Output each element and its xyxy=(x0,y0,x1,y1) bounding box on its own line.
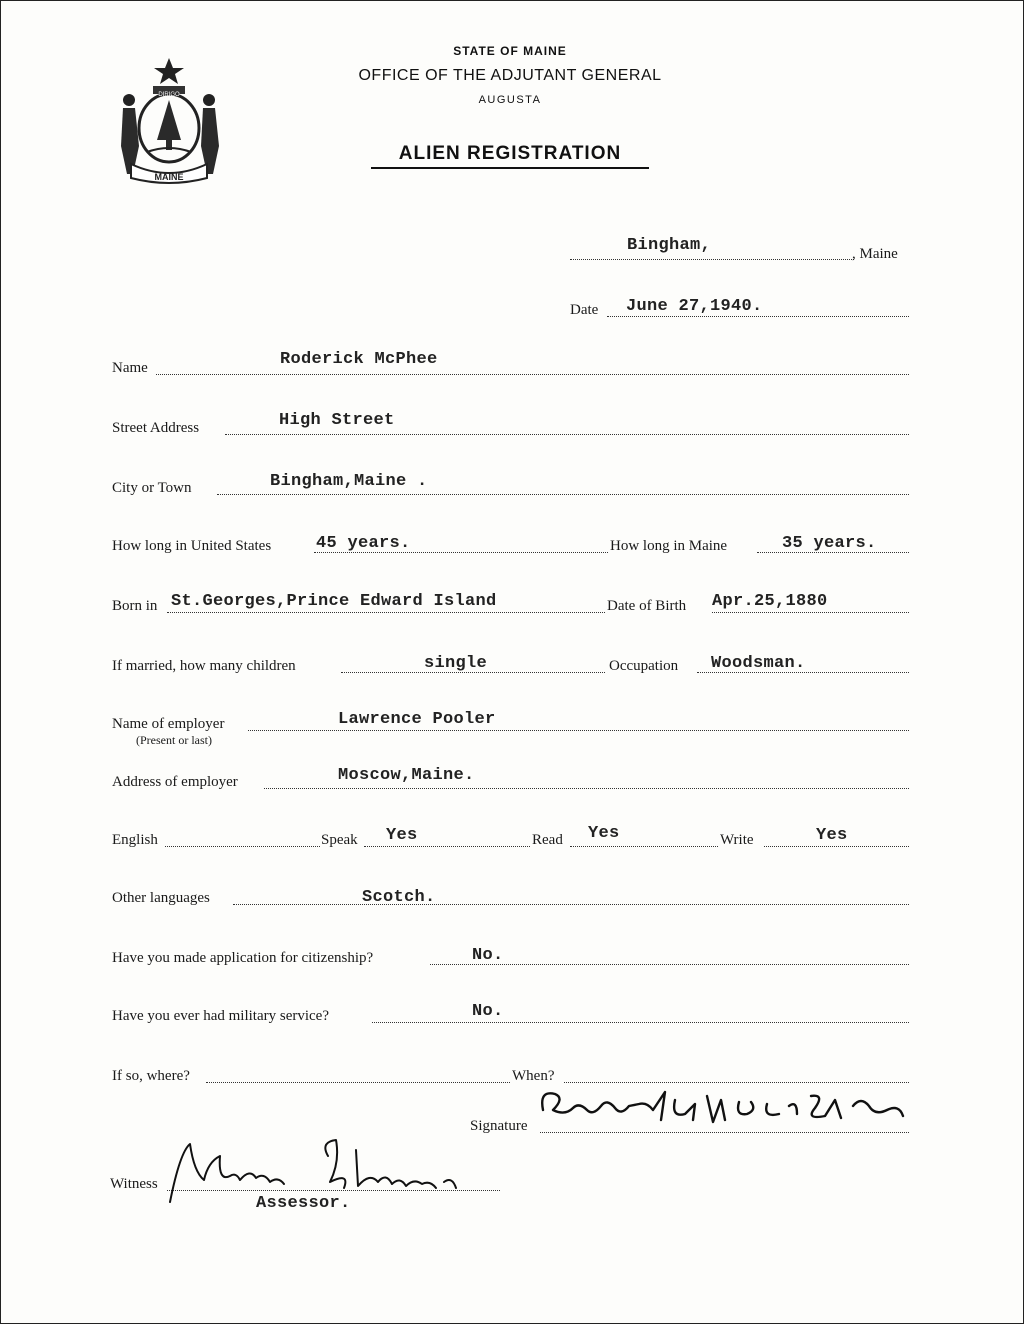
dob-value: Apr.25,1880 xyxy=(712,592,828,611)
dob-line xyxy=(712,612,909,613)
applicant-signature xyxy=(535,1080,915,1140)
speak-value: Yes xyxy=(386,826,418,845)
header-state: STATE OF MAINE xyxy=(453,44,567,58)
citizenship-label: Have you made application for citizenship? xyxy=(112,950,374,966)
born-line xyxy=(167,612,605,613)
town-value: Bingham, xyxy=(627,236,712,255)
street-label: Street Address xyxy=(112,420,200,436)
other-languages-line xyxy=(233,904,909,905)
children-label: If married, how many children xyxy=(112,658,296,674)
employer-address-line xyxy=(264,788,909,789)
employer-sublabel: (Present or last) xyxy=(136,733,212,747)
employer-line xyxy=(248,730,909,731)
date-label: Date xyxy=(570,302,599,318)
name-line xyxy=(156,374,909,375)
name-value: Roderick McPhee xyxy=(280,350,438,369)
signature-label: Signature xyxy=(470,1118,528,1134)
write-line xyxy=(764,846,909,847)
witness-label: Witness xyxy=(110,1176,158,1192)
how-long-maine-label: How long in Maine xyxy=(610,538,728,554)
other-languages-value: Scotch. xyxy=(362,888,436,907)
english-line xyxy=(165,846,320,847)
city-value: Bingham,Maine . xyxy=(270,472,428,491)
speak-line xyxy=(364,846,530,847)
how-long-maine-value: 35 years. xyxy=(782,534,877,553)
where-label: If so, where? xyxy=(112,1068,190,1084)
citizenship-value: No. xyxy=(472,946,504,965)
city-label: City or Town xyxy=(112,480,192,496)
city-line xyxy=(217,494,909,495)
street-value: High Street xyxy=(279,411,395,430)
read-line xyxy=(570,846,718,847)
english-label: English xyxy=(112,832,158,848)
date-value: June 27,1940. xyxy=(626,297,763,316)
town-line xyxy=(570,259,854,260)
street-line xyxy=(225,434,909,435)
read-value: Yes xyxy=(588,824,620,843)
born-label: Born in xyxy=(112,598,158,614)
military-line xyxy=(372,1022,909,1023)
read-label: Read xyxy=(532,832,563,848)
maine-state-seal xyxy=(113,56,225,186)
header-city: AUGUSTA xyxy=(478,94,542,106)
name-label: Name xyxy=(112,360,148,376)
dob-label: Date of Birth xyxy=(607,598,687,614)
title-underline xyxy=(371,167,649,169)
assessor-value: Assessor. xyxy=(256,1194,351,1213)
occupation-value: Woodsman. xyxy=(711,654,806,673)
employer-address-label: Address of employer xyxy=(112,774,238,790)
seal-motto-text: DIRIGO xyxy=(158,92,180,98)
military-label: Have you ever had military service? xyxy=(112,1008,329,1024)
where-line xyxy=(206,1082,510,1083)
military-value: No. xyxy=(472,1002,504,1021)
employer-address-value: Moscow,Maine. xyxy=(338,766,475,785)
seal-banner-text: MAINE xyxy=(154,172,184,182)
employer-value: Lawrence Pooler xyxy=(338,710,496,729)
header-office: OFFICE OF THE ADJUTANT GENERAL xyxy=(358,67,662,84)
other-languages-label: Other languages xyxy=(112,890,210,906)
write-value: Yes xyxy=(816,826,848,845)
children-value: single xyxy=(424,654,488,673)
how-long-us-label: How long in United States xyxy=(112,538,272,554)
form-title: ALIEN REGISTRATION xyxy=(398,143,622,164)
speak-label: Speak xyxy=(321,832,358,848)
how-long-us-value: 45 years. xyxy=(316,534,411,553)
employer-label: Name of employer xyxy=(112,716,225,732)
town-suffix: , Maine xyxy=(852,246,898,262)
date-line xyxy=(607,316,909,317)
born-value: St.Georges,Prince Edward Island xyxy=(171,592,497,611)
occupation-label: Occupation xyxy=(609,658,679,674)
write-label: Write xyxy=(720,832,754,848)
when-label: When? xyxy=(512,1068,555,1084)
